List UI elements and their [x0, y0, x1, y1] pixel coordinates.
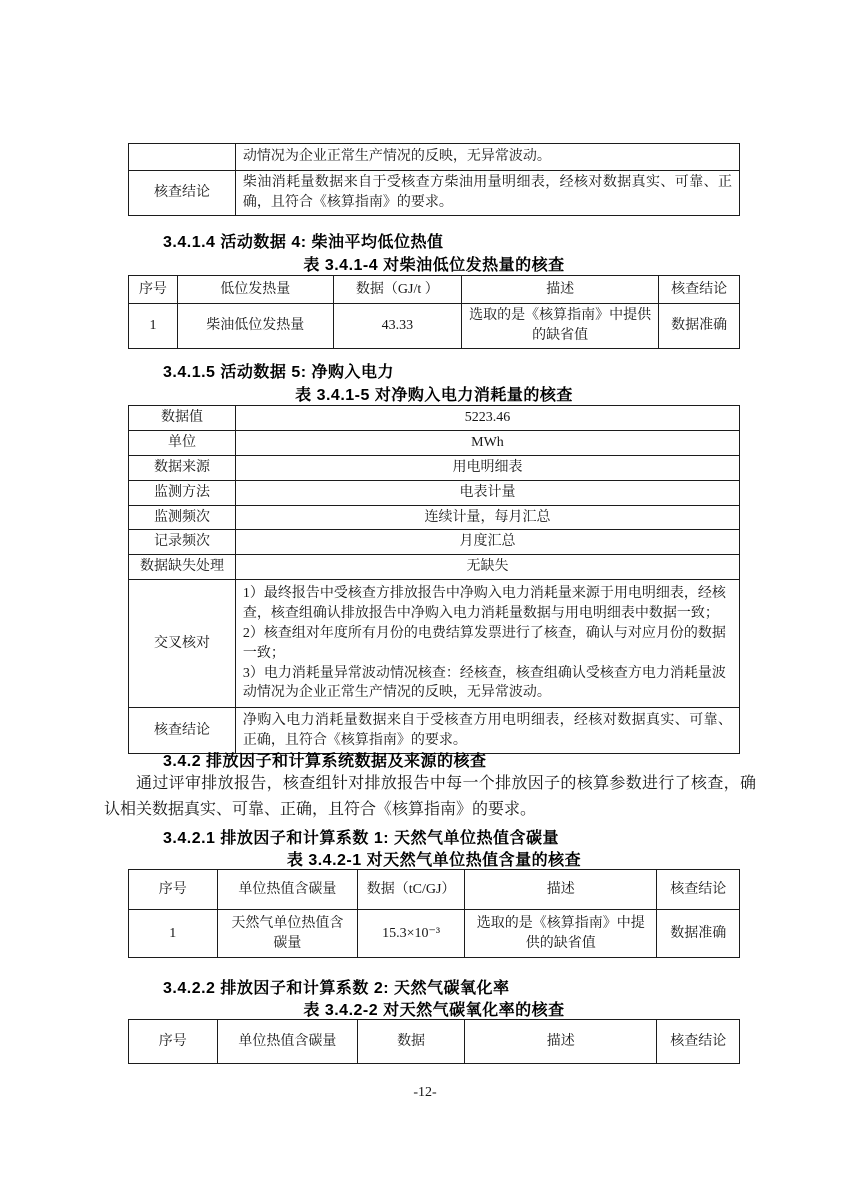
table-row: [129, 505, 740, 530]
table-row-conclusion: [129, 708, 740, 754]
natural-gas-carbon-content-table: [128, 869, 740, 958]
header-cell: 核查结论: [659, 276, 740, 304]
header-cell: 描述: [461, 276, 658, 304]
table-cell: 数据准确: [659, 304, 740, 349]
table-row: [129, 406, 740, 431]
row-label-cell: 核查结论: [129, 708, 236, 754]
header-cell: 序号: [129, 276, 178, 304]
table-row: [129, 144, 740, 171]
header-cell: 数据（tC/GJ）: [358, 870, 465, 910]
table-cell: 数据准确: [657, 910, 740, 958]
cross-check-item: 2）核查组对年度所有月份的电费结算发票进行了核查，确认与对应月份的数据一致；: [242, 625, 726, 661]
table-cell: 43.33: [333, 304, 461, 349]
header-cell: 单位热值含碳量: [217, 870, 358, 910]
row-value-cell: 连续计量，每月汇总: [235, 505, 739, 530]
header-cell: 描述: [465, 870, 657, 910]
row-value-cell: MWh: [235, 430, 739, 455]
row-value-cell: 无缺失: [235, 555, 739, 580]
section-heading-3-4-2-2: 3.4.2.2 排放因子和计算系数 2: 天然气碳氧化率: [163, 980, 510, 997]
row-label-cell: [129, 144, 236, 171]
section-heading-3-4-2-1: 3.4.2.1 排放因子和计算系数 1: 天然气单位热值含碳量: [163, 830, 559, 847]
table-row: [129, 171, 740, 216]
table-row: [129, 555, 740, 580]
header-cell: 数据（GJ/t ）: [333, 276, 461, 304]
row-label-cell: 监测方法: [129, 480, 236, 505]
table-cell: 选取的是《核算指南》中提供的缺省值: [461, 304, 658, 349]
cross-check-item: 3）电力消耗量异常波动情况核查：经核查，核查组确认受核查方电力消耗量波动情况为企业正常生产情况的反映，无异常波动。: [242, 665, 726, 701]
row-label-cell: 监测频次: [129, 505, 236, 530]
row-label-cell: 数据缺失处理: [129, 555, 236, 580]
table-row: [129, 480, 740, 505]
section-heading-3-4-2: 3.4.2 排放因子和计算系统数据及来源的核查: [163, 753, 487, 770]
table-cell: 1: [129, 304, 178, 349]
electricity-consumption-table: [128, 405, 740, 754]
header-cell: 描述: [465, 1020, 657, 1064]
row-value-cell: 用电明细表: [235, 455, 739, 480]
section-heading-3-4-1-5: 3.4.1.5 活动数据 5: 净购入电力: [163, 364, 394, 381]
page-number: -12-: [413, 1085, 437, 1100]
row-label-cell: 数据来源: [129, 455, 236, 480]
table-title-3-4-2-2: 表 3.4.2-2 对天然气碳氧化率的核查: [303, 1002, 565, 1019]
header-cell: 核查结论: [657, 1020, 740, 1064]
table-header-row: [129, 870, 740, 910]
table-title-3-4-2-1: 表 3.4.2-1 对天然气单位热值含量的核查: [286, 852, 582, 869]
table-cell: 选取的是《核算指南》中提供的缺省值: [465, 910, 657, 958]
row-label-cell: 核查结论: [129, 171, 236, 216]
table-row: [129, 530, 740, 555]
table-row: [129, 910, 740, 958]
table-row: [129, 455, 740, 480]
table-header-row: [129, 1020, 740, 1064]
row-label-cell: 数据值: [129, 406, 236, 431]
row-label-cell: 单位: [129, 430, 236, 455]
header-cell: 序号: [129, 870, 218, 910]
diesel-conclusion-table: [128, 143, 740, 216]
table-cell: 柴油低位发热量: [177, 304, 333, 349]
row-text-cell: 动情况为企业正常生产情况的反映，无异常波动。: [235, 144, 739, 171]
header-cell: 低位发热量: [177, 276, 333, 304]
cross-check-item: 1）最终报告中受核查方排放报告中净购入电力消耗量来源于用电明细表，经核查，核查组确认排放报告中净购入电力消耗量数据与用电明细表中数据一致；: [242, 586, 726, 621]
table-row: [129, 430, 740, 455]
header-cell: 数据: [358, 1020, 465, 1064]
header-cell: 核查结论: [657, 870, 740, 910]
table-cell: 天然气单位热值含碳量: [217, 910, 358, 958]
table-title-3-4-1-5: 表 3.4.1-5 对净购入电力消耗量的核查: [295, 387, 573, 404]
section-3-4-2-paragraph: 通过评审排放报告，核查组针对排放报告中每一个排放因子的核算参数进行了核查，确认相关数据真实、可靠、正确，且符合《核算指南》的要求。: [104, 775, 756, 818]
row-label-cell: 记录频次: [129, 530, 236, 555]
table-row: [129, 304, 740, 349]
header-cell: 序号: [129, 1020, 218, 1064]
section-heading-3-4-1-4: 3.4.1.4 活动数据 4: 柴油平均低位热值: [163, 234, 444, 251]
table-cell: 15.3×10⁻³: [358, 910, 465, 958]
cross-check-cell: [235, 580, 739, 708]
header-cell: 单位热值含碳量: [217, 1020, 358, 1064]
row-text-cell: 柴油消耗量数据来自于受核查方柴油用量明细表，经核对数据真实、可靠、正确，且符合《核算指南》的要求。: [235, 171, 739, 216]
natural-gas-oxidation-rate-table: [128, 1019, 740, 1064]
table-row-cross-check: [129, 580, 740, 708]
row-value-cell: 月度汇总: [235, 530, 739, 555]
table-header-row: [129, 276, 740, 304]
row-value-cell: 5223.46: [235, 406, 739, 431]
table-cell: 1: [129, 910, 218, 958]
row-value-cell: 电表计量: [235, 480, 739, 505]
row-label-cell: 交叉核对: [129, 580, 236, 708]
diesel-heat-value-table: [128, 275, 740, 349]
conclusion-text-cell: 净购入电力消耗量数据来自于受核查方用电明细表，经核对数据真实、可靠、正确，且符合《核算指南》的要求。: [235, 708, 739, 754]
table-title-3-4-1-4: 表 3.4.1-4 对柴油低位发热量的核查: [303, 257, 565, 274]
